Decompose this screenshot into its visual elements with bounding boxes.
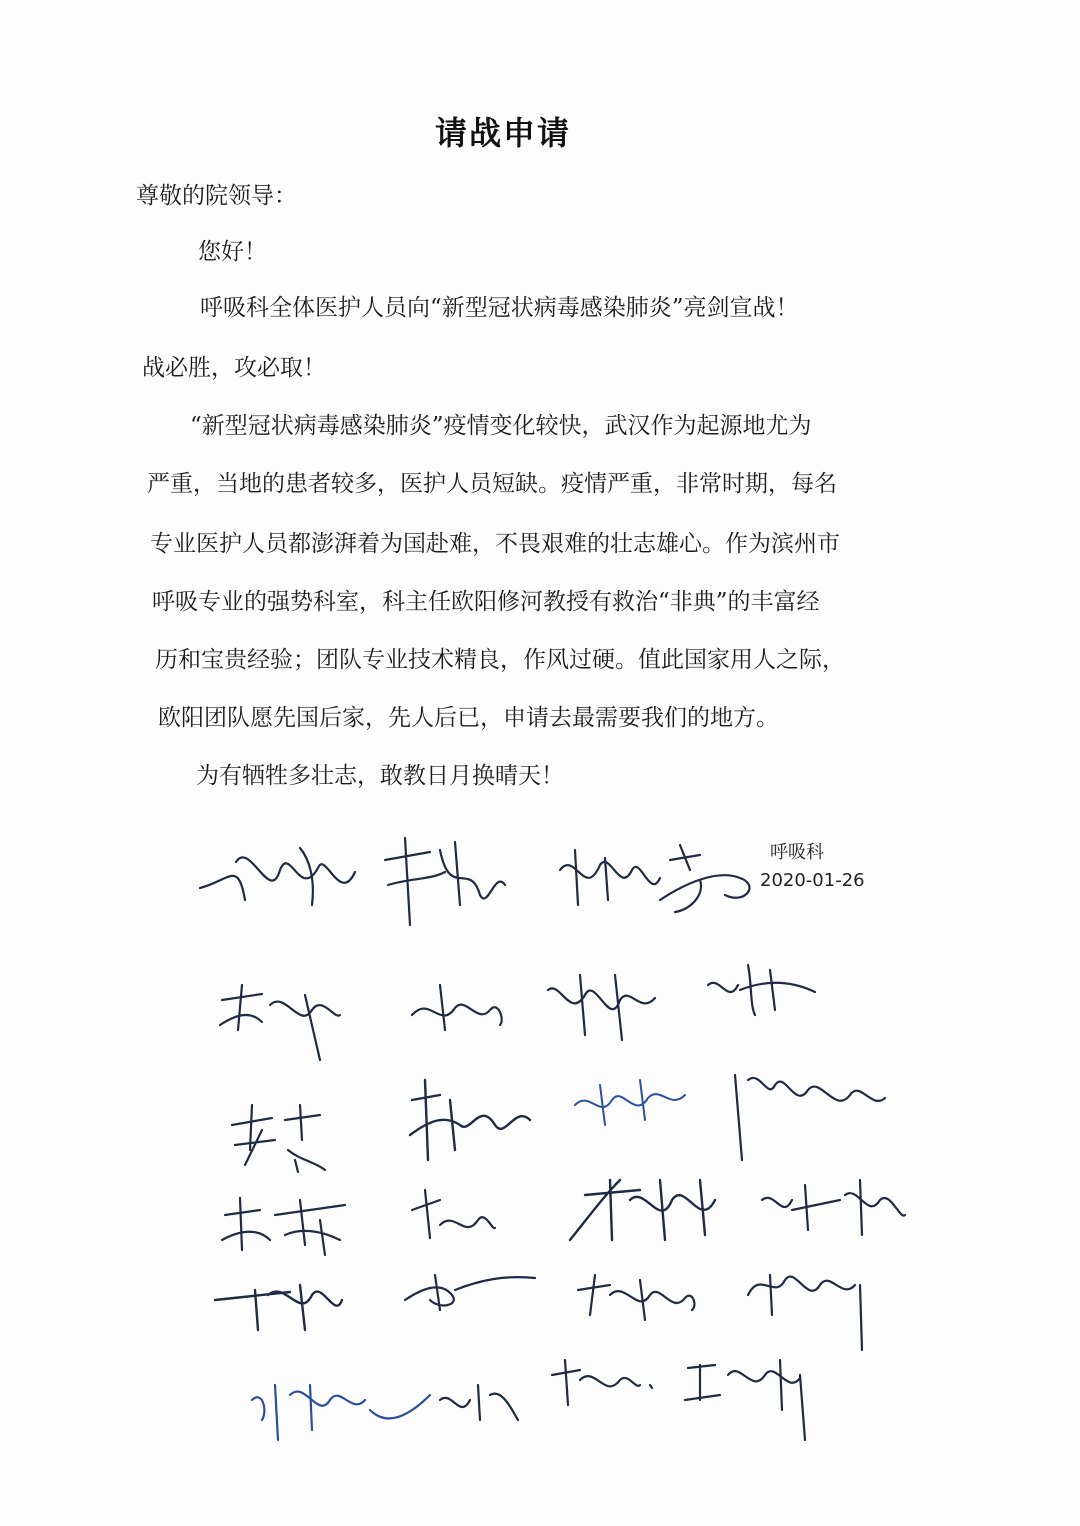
signature: [735, 1075, 885, 1160]
signature: [440, 1385, 518, 1420]
signature: [200, 848, 355, 905]
paragraph-line: 历和宝贵经验；团队专业技术精良，作风过硬。值此国家用人之际，: [155, 647, 845, 673]
signature: [762, 1180, 905, 1235]
paragraph-line: 呼吸专业的强势科室，科主任欧阳修河教授有救治“非典”的丰富经: [152, 589, 820, 615]
paragraph-line: 欧阳团队愿先国后家，先人后已，申请去最需要我们的地方。: [158, 705, 779, 731]
signature: [410, 1080, 530, 1160]
signature: [385, 838, 505, 925]
signature: [560, 850, 660, 905]
greeting: 您好！: [198, 239, 267, 265]
paragraph-line: 战必胜，攻必取！: [142, 355, 326, 381]
paragraph-line: “新型冠状病毒感染肺炎”疫情变化较快，武汉作为起源地尤为: [190, 413, 812, 439]
signature: [412, 1190, 495, 1238]
signature: [412, 985, 502, 1030]
signature: [748, 1275, 862, 1350]
signature: [708, 965, 815, 1015]
signature: [548, 975, 655, 1040]
signature: [405, 1275, 535, 1310]
signature: [252, 1385, 430, 1440]
signature: [215, 1285, 342, 1330]
signature: [552, 1360, 652, 1405]
department-label: 呼吸科: [770, 842, 824, 863]
signature: [578, 1275, 694, 1320]
paragraph-line: 呼吸科全体医护人员向“新型冠状病毒感染肺炎”亮剑宣战！: [200, 295, 799, 321]
signature: [575, 1080, 685, 1125]
paragraph-line: 严重，当地的患者较多，医护人员短缺。疫情严重，非常时期，每名: [147, 471, 837, 497]
signature: [222, 1198, 345, 1255]
signature: [232, 1105, 325, 1172]
salutation: 尊敬的院领导：: [136, 183, 297, 209]
document-title: 请战申请: [434, 114, 571, 152]
date-label: 2020-01-26: [760, 870, 865, 891]
paragraph-line: 专业医护人员都澎湃着为国赴难，不畏艰难的壮志雄心。作为滨州市: [150, 531, 840, 557]
paragraph-line: 为有牺牲多壮志，敢教日月换晴天！: [196, 763, 564, 789]
signature: [570, 1180, 715, 1240]
signature: [220, 985, 340, 1060]
signature: [685, 1360, 805, 1440]
signature: [660, 845, 749, 912]
